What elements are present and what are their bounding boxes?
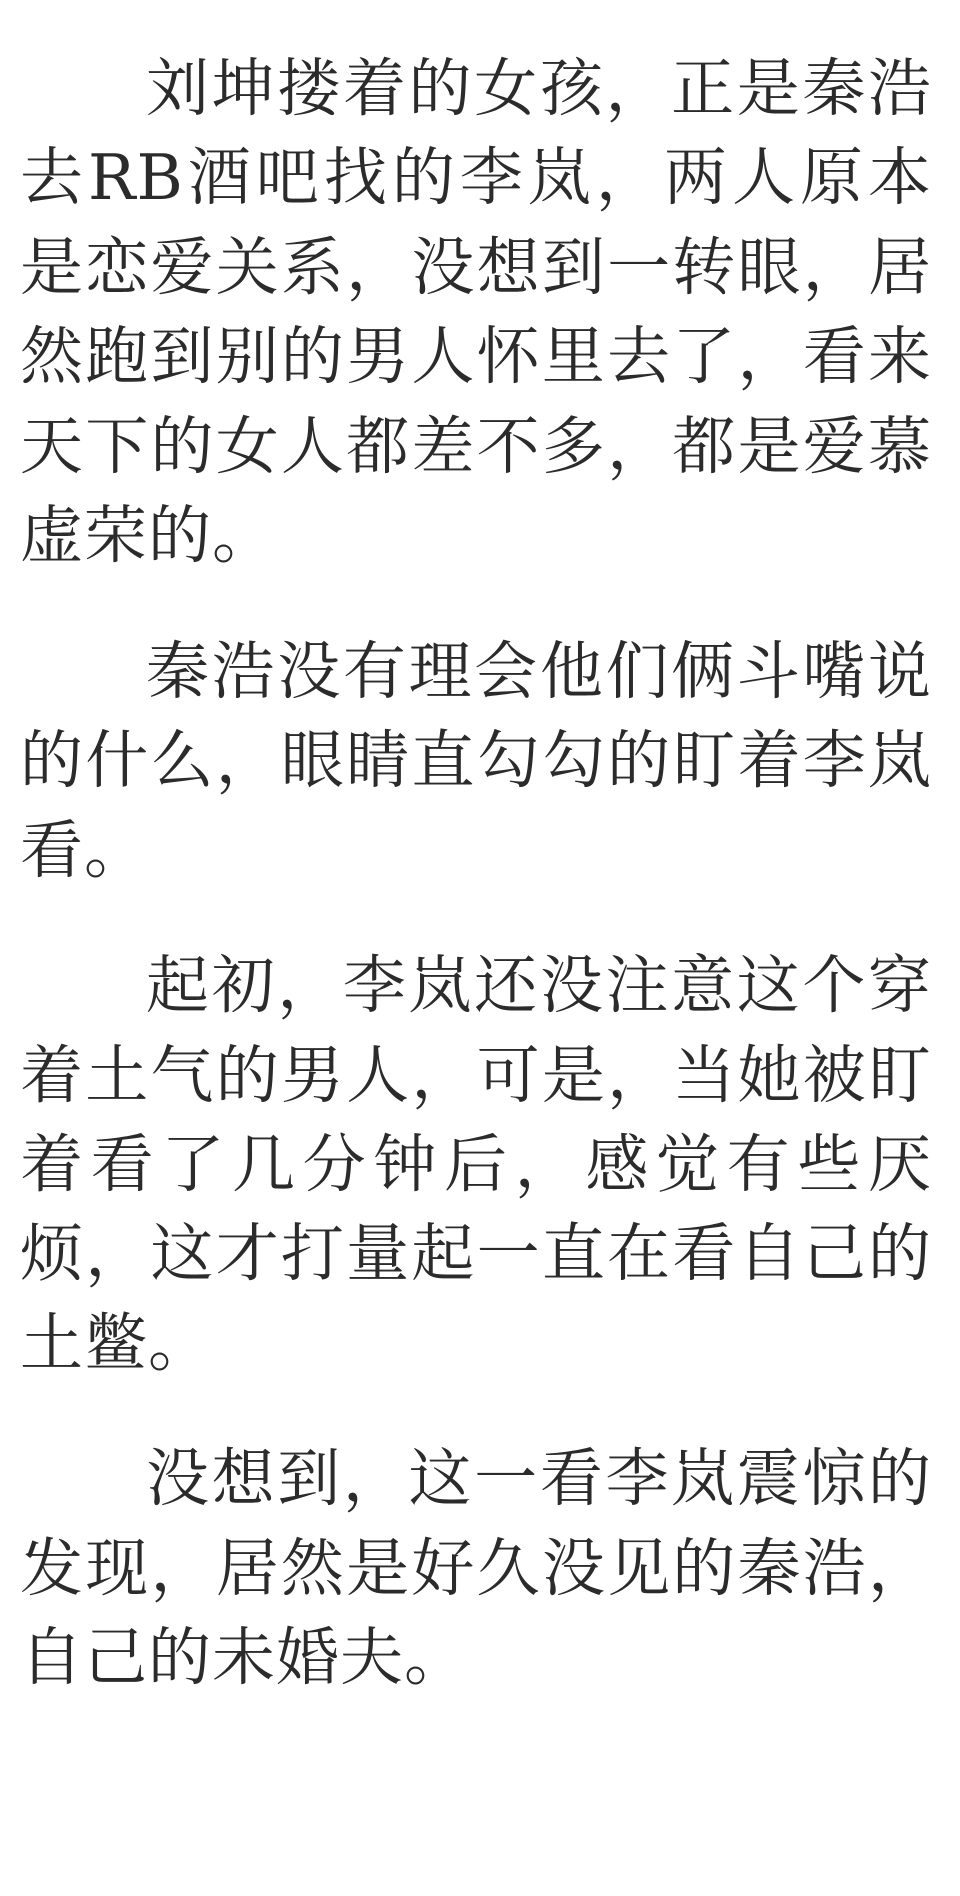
paragraph: 秦浩没有理会他们俩斗嘴说的什么，眼睛直勾勾的盯着李岚看。 (20, 634, 932, 887)
reader-text-body (20, 44, 932, 1703)
paragraph: 起初，李岚还没注意这个穿着土气的男人，可是，当她被盯着看了几分钟后，感觉有些厌烦，这才打量起一直在看自己的土鳖。 (20, 949, 932, 1380)
paragraph: 刘坤搂着的女孩，正是秦浩去RB酒吧找的李岚，两人原本是恋爱关系，没想到一转眼，居然跑到别的男人怀里去了，看来天下的女人都差不多，都是爱慕虚荣的。 (20, 52, 932, 573)
paragraph: 没想到，这一看李岚震惊的发现，居然是好久没见的秦浩，自己的未婚夫。 (20, 1442, 932, 1695)
